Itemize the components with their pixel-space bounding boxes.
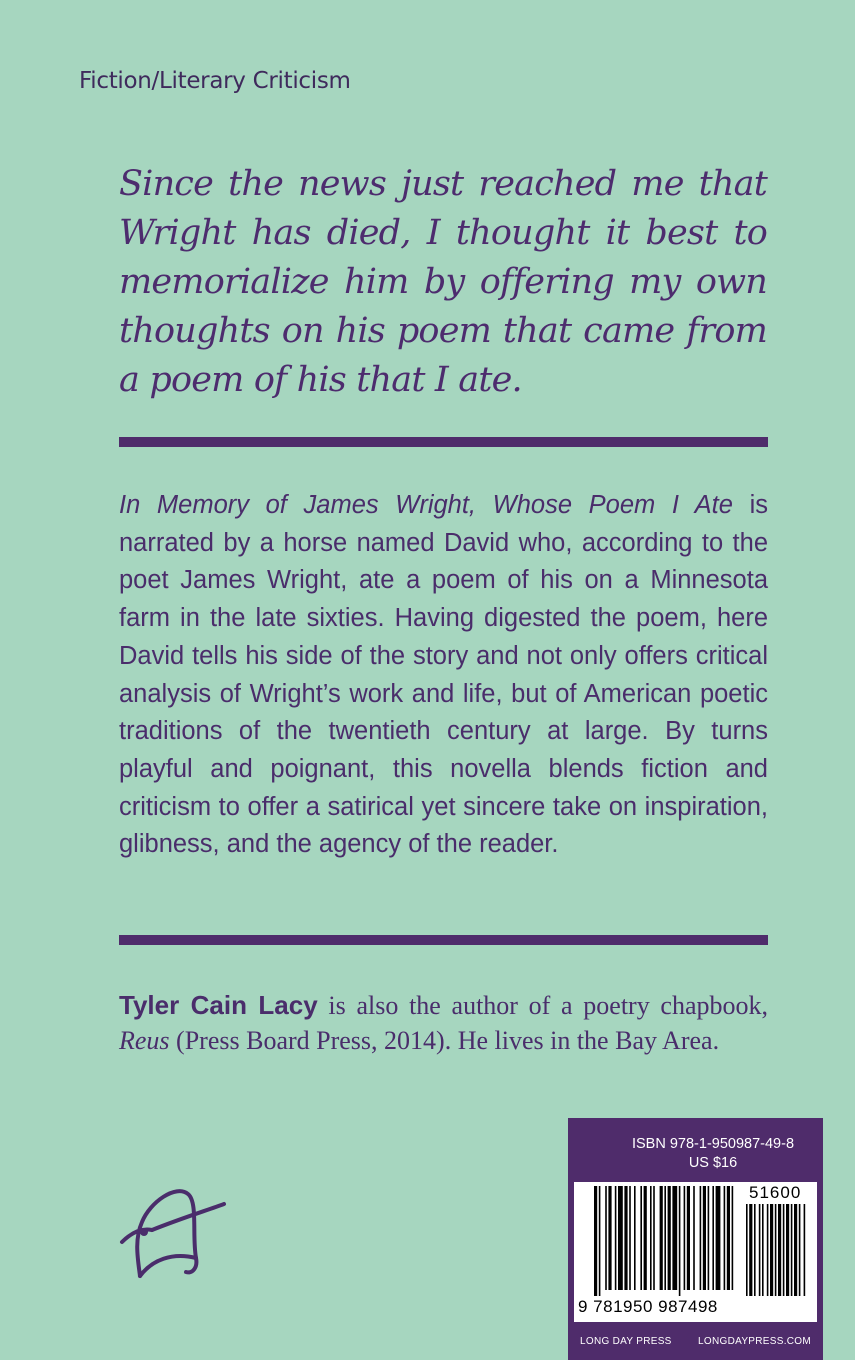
- barcode-image: [574, 1182, 817, 1322]
- barcode-addon-bar: [794, 1204, 797, 1296]
- chapbook-title: Reus: [119, 1026, 170, 1055]
- barcode-addon-bar: [791, 1204, 793, 1296]
- barcode-addon-bar: [786, 1204, 789, 1296]
- barcode-addon-bar: [770, 1204, 773, 1296]
- barcode-bar: [724, 1186, 726, 1290]
- barcode-addon: 51600: [749, 1183, 802, 1202]
- barcode-bar: [668, 1186, 671, 1290]
- barcode-bar: [664, 1186, 666, 1290]
- book-description: [119, 487, 768, 864]
- barcode-bar: [634, 1186, 636, 1290]
- barcode-bar: [672, 1186, 677, 1290]
- publisher-website: LONGDAYPRESS.COM: [698, 1336, 811, 1347]
- barcode-bar: [644, 1186, 647, 1290]
- price-text: US $16: [688, 1155, 738, 1171]
- barcode-bar: [700, 1186, 702, 1290]
- barcode-bar: [727, 1186, 730, 1290]
- isbn-text: ISBN 978-1-950987-49-8: [631, 1136, 795, 1152]
- barcode-addon-bar: [754, 1204, 756, 1296]
- barcode-addon-bar: [746, 1204, 748, 1296]
- barcode-bar: [618, 1186, 623, 1290]
- barcode-digits: 9 781950 987498: [578, 1297, 718, 1316]
- barcode-bar: [640, 1186, 642, 1290]
- barcode-addon-bar: [749, 1204, 752, 1296]
- barcode-bar: [687, 1186, 690, 1290]
- barcode-bar: [605, 1186, 607, 1290]
- barcode-addon-bar: [783, 1204, 785, 1296]
- barcode-addon-bar: [775, 1204, 777, 1296]
- barcode-addon-bar: [799, 1204, 801, 1296]
- barcode-bar: [708, 1186, 710, 1290]
- barcode-bar: [653, 1186, 655, 1290]
- barcode-bar: [629, 1186, 631, 1290]
- barcode-addon-bar: [804, 1204, 806, 1296]
- long-day-press-logo-icon: [112, 1180, 232, 1290]
- genre-label: Fiction/Literary Criticism: [79, 68, 351, 94]
- pull-quote: Since the news just reached me that Wright has died, I thought it best to memorialize him by offering my own thoughts on his poem that came from a poem of his that I ate.: [119, 164, 767, 400]
- barcode-bar: [660, 1186, 663, 1290]
- bio-text-after: (Press Board Press, 2014). He lives in the Bay Area.: [169, 1026, 720, 1055]
- barcode-bar: [608, 1186, 611, 1290]
- barcode-addon-bar: [762, 1204, 764, 1296]
- barcode-bar: [703, 1186, 706, 1290]
- author-name: Tyler Cain Lacy: [119, 990, 318, 1020]
- barcode-addon-bar: [759, 1204, 761, 1296]
- barcode-bar: [684, 1186, 686, 1290]
- divider-top: [119, 437, 768, 447]
- barcode-bar: [650, 1186, 652, 1290]
- publisher-name: LONG DAY PRESS: [580, 1336, 672, 1347]
- barcode-bar: [732, 1186, 734, 1290]
- barcode-bar: [615, 1186, 617, 1290]
- author-bio: [119, 988, 768, 1058]
- barcode-bar: [716, 1186, 721, 1290]
- barcode-bar: [693, 1186, 695, 1290]
- barcode-bar: [599, 1186, 601, 1296]
- book-title: In Memory of James Wright, Whose Poem I Ate: [119, 491, 733, 519]
- barcode-bar: [624, 1186, 627, 1290]
- divider-bottom: [119, 935, 768, 945]
- barcode-addon-bar: [767, 1204, 769, 1296]
- barcode-bars: [574, 1182, 817, 1322]
- bio-text-before: is also the author of a poetry chapbook,: [317, 991, 769, 1020]
- barcode-bar: [679, 1186, 681, 1296]
- barcode-bar: [594, 1186, 597, 1296]
- description-body: is narrated by a horse named David who, according to the poet James Wright, ate a poem of his on a Minnesota farm in the late sixties. Having digested the poem, here David tells his side of the story and not only offers critical analysis of Wright’s work and life, but of American poetic traditions of the twentieth century at large. By turns playful and poignant, this novella blends fiction and criticism to offer a satirical yet sincere take on inspiration, glibness, and the agency of the reader.: [119, 491, 769, 859]
- barcode-box: [568, 1118, 823, 1360]
- barcode-bar: [712, 1186, 714, 1290]
- barcode-addon-bar: [778, 1204, 781, 1296]
